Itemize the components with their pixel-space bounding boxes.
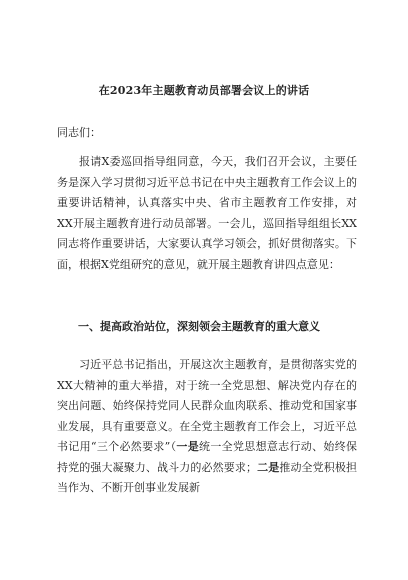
paragraph-2-text-1: 习近平总书记指出，开展这次主题教育，是贯彻落实党的XX大精神的重大举措，对于统一全党思想、解决党内存在的突出问题、始终保持党同人民群众血肉联系、推动党和国家事业发展，具有重要意义。在全党主题教育工作会上，习近平总书记用“三个必然要求”（ — [57, 358, 357, 453]
paragraph-2-text-3: 推动全党积极担当作为、不断开创事业发展新 — [57, 460, 358, 494]
paragraph-2-bold-first: 一是 — [176, 440, 200, 453]
section-heading-1: 一、提高政治站位，深刻领会主题教育的重大意义 — [78, 320, 320, 333]
document-title: 在2023年主题教育动员部署会议上的讲话 — [98, 84, 310, 97]
body-paragraph-2 — [57, 355, 357, 499]
salutation: 同志们： — [57, 126, 101, 139]
paragraph-2-text-2: 统一全党思想意志行动、始终保持党的强大凝聚力、战斗力的必然要求； — [57, 440, 358, 474]
paragraph-2-bold-second: 二是 — [256, 460, 280, 474]
opening-paragraph: 报请X委巡回指导组同意，今天，我们召开会议，主要任务是深入学习贯彻习近平总书记在中央主题教育工作会议上的重要讲话精神，认真落实中央、省市主题教育工作安排，对XX开展主题教育进行动员部署。一会儿，巡回指导组组长XX同志将作重要讲话，大家要认真学习领会，抓好贯彻落实。下面，根据X党组研究的意见，就开展主题教育讲四点意见： — [57, 155, 357, 271]
